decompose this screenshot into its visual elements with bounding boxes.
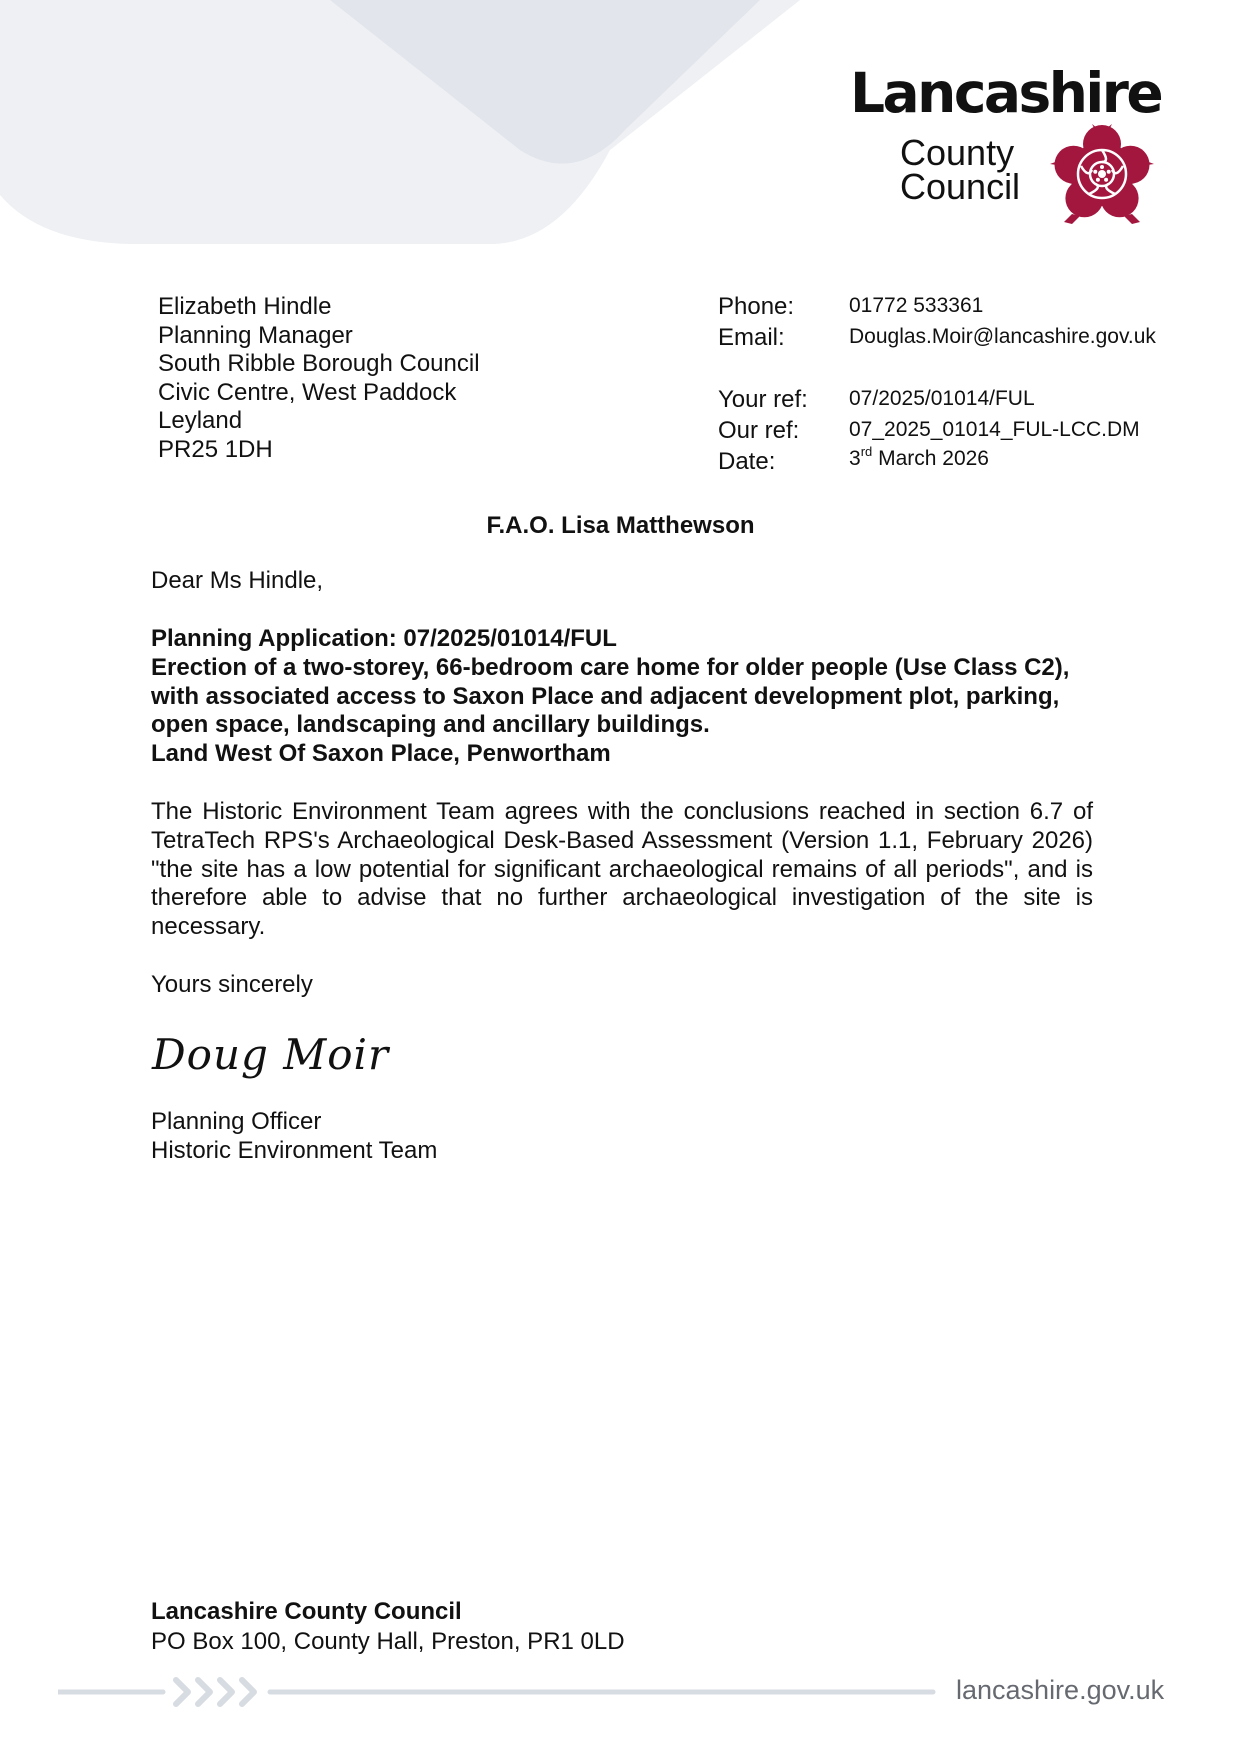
logo-wordmark: Lancashire [850,61,1162,125]
lancashire-county-council-logo [850,61,1190,236]
footer-org-name: Lancashire County Council [151,1598,462,1625]
our-ref-label: Our ref: [718,417,800,444]
recipient-street: Civic Centre, West Paddock [158,378,457,406]
email-value: Douglas.Moir@lancashire.gov.uk [849,325,1156,348]
recipient-name: Elizabeth Hindle [158,293,332,320]
recipient-organisation: South Ribble Borough Council [158,350,480,377]
subject-location: Land West Of Saxon Place, Penwortham [151,740,611,768]
subject-block [151,625,1093,769]
footer-website[interactable]: lancashire.gov.uk [956,1675,1165,1705]
footer-chevron-line [58,1672,938,1712]
date-value: 3rd March 2026 [849,444,989,470]
email-label: Email: [718,324,785,351]
recipient-address [158,293,480,464]
footer-address [151,1597,625,1657]
your-ref-value: 07/2025/01014/FUL [849,387,1035,410]
date-label: Date: [718,448,776,475]
recipient-town: Leyland [158,407,243,434]
subject-description: Erection of a two-storey, 66-bedroom care home for older people (Use Class C2), with associated access to Saxon Place and adjacent development plot, parking, open space, landscaping and ancillary buildings. [151,653,1070,739]
phone-value: 01772 533361 [849,294,984,317]
logo-county-council: County Council [900,132,1021,207]
body-paragraph: The Historic Environment Team agrees with the conclusions reached in section 6.7 of TetraTech RPS's Archaeological Desk-Based Assessment (Version 1.1, February 2026) "the site has a low potential for significant archaeological remains of all periods", and is therefore able to advise that no further archaeological investigation of the site is necessary. [151,798,1093,941]
fao-line: F.A.O. Lisa Matthewson [486,512,755,539]
signatory [151,1108,1093,1166]
your-ref-label: Your ref: [718,386,808,413]
recipient-title: Planning Manager [158,321,353,349]
signature: Doug Moir [152,1030,390,1079]
salutation: Dear Ms Hindle, [151,567,324,594]
signatory-team: Historic Environment Team [151,1136,438,1164]
our-ref-value: 07_2025_01014_FUL-LCC.DM [849,418,1140,441]
subject-application: Planning Application: 07/2025/01014/FUL [151,625,617,652]
red-rose-icon [1046,118,1158,230]
signatory-role: Planning Officer [151,1108,322,1135]
recipient-postcode: PR25 1DH [158,435,273,463]
closing: Yours sincerely [151,971,313,998]
phone-label: Phone: [718,293,795,320]
header-background-shapes [0,0,820,250]
footer-postal-address: PO Box 100, County Hall, Preston, PR1 0LD [151,1628,625,1655]
